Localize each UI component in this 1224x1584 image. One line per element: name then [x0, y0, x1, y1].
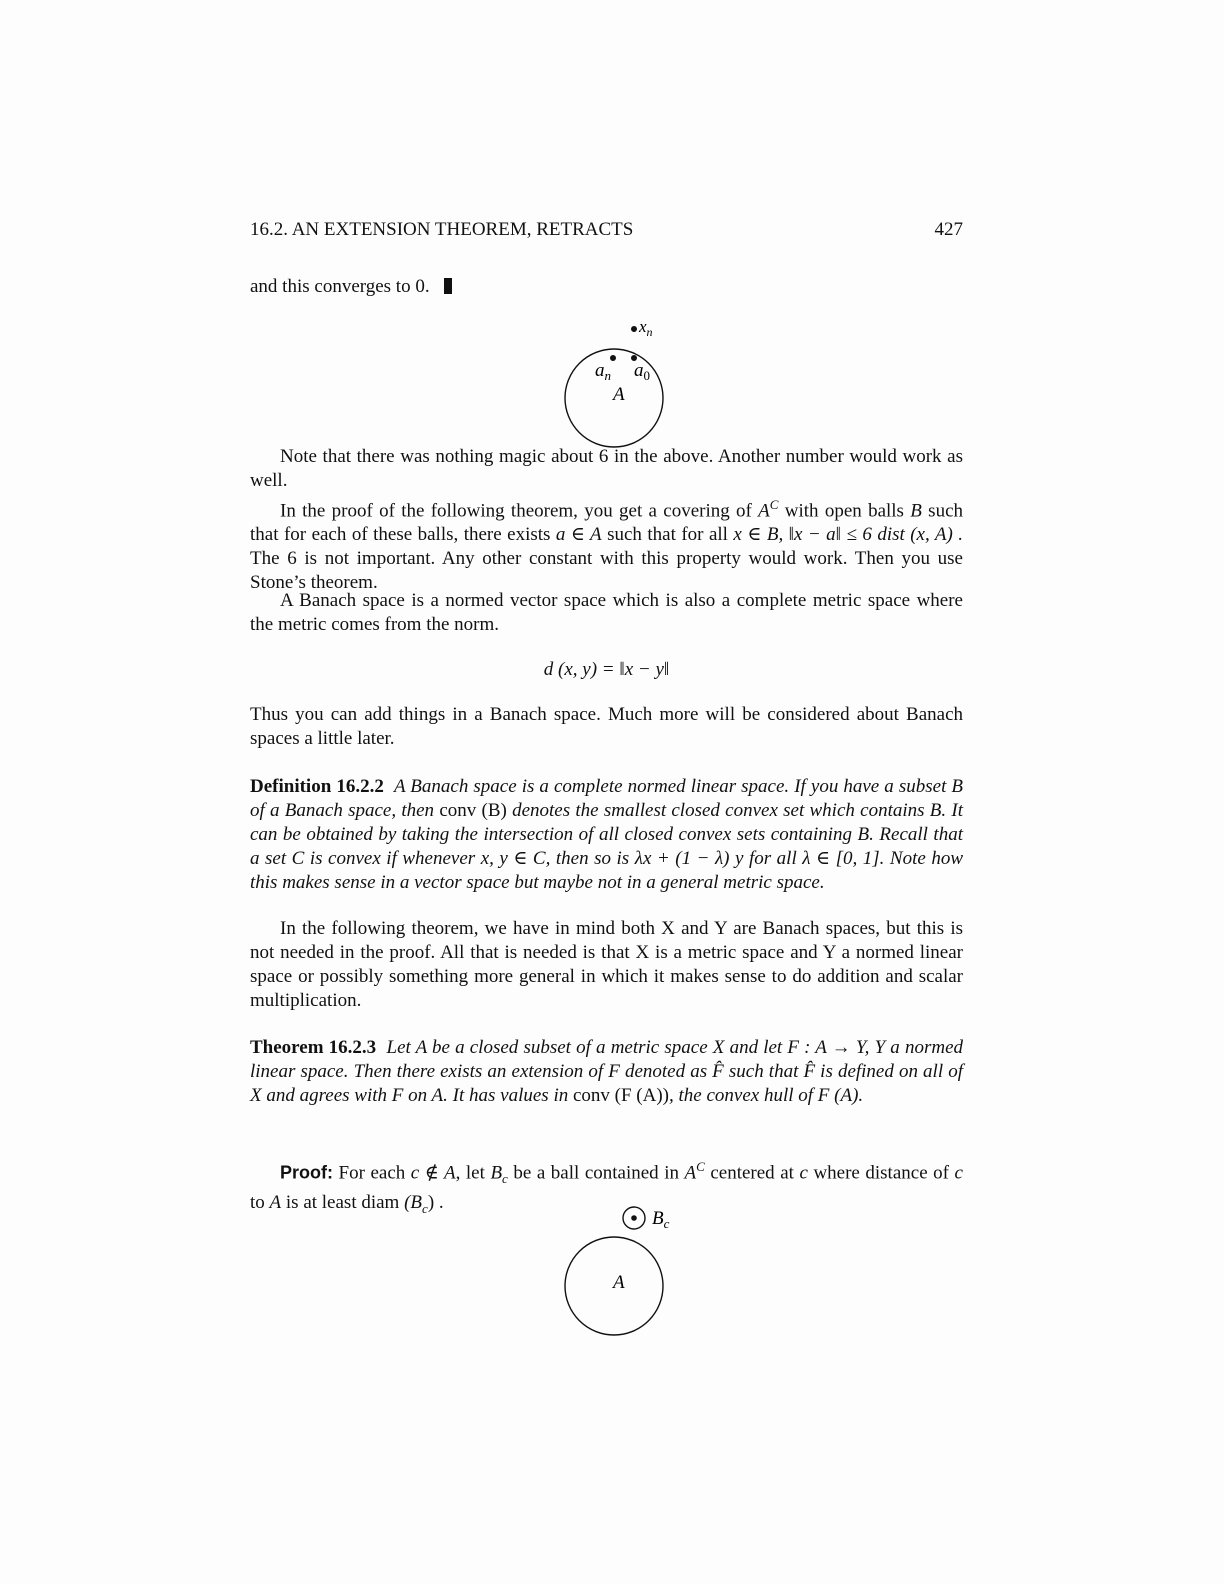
math-b: B [910, 500, 922, 522]
figure-ball-bc [540, 1200, 700, 1345]
paragraph-following-theorem: In the following theorem, we have in mind both X and Y are Banach spaces, but this is not needed in the proof. All that is needed is that X is a metric space and Y a normed linear space or possibly something more general in which it makes sense to do addition and scalar multiplication. [250, 918, 963, 1011]
text: For each [333, 1162, 411, 1184]
intro-text: and this converges to 0. [250, 276, 430, 297]
text: such that for each of these balls, there exists [250, 500, 964, 546]
theorem-16-2-3 [250, 1036, 963, 1108]
text: be a ball contained in [507, 1162, 685, 1184]
label-bc: $B_c$ [652, 1208, 670, 1231]
math-a: A [269, 1192, 282, 1214]
paragraph-add-things: Thus you can add things in a Banach space. Much more will be considered about Banach spaces a little later. [250, 704, 963, 749]
text: with open balls [778, 500, 911, 522]
label-set-a: A [613, 1272, 625, 1293]
paragraph-note-six: Note that there was nothing magic about 6 in the above. Another number would work as well. [250, 446, 963, 491]
math-sub-c: c [422, 1200, 428, 1216]
label-an: $a_n$ [595, 360, 611, 383]
math-a-in-a: a ∈ A [555, 524, 602, 546]
math-diam: (B [404, 1192, 423, 1214]
math-inequality: x ∈ B, ‖x − a‖ ≤ 6 dist (x, A) . [733, 524, 963, 546]
figure-set-a-points [540, 310, 690, 455]
text: ) . [427, 1192, 444, 1214]
definition-16-2-2 [250, 775, 963, 895]
ball-bc-center [631, 1215, 637, 1221]
text: to [250, 1192, 270, 1214]
text: The 6 is not important. Any other constant with this property would work. Then you use Stone’s theorem. [250, 548, 963, 594]
math-a: A [684, 1162, 697, 1184]
proof-label: Proof: [280, 1162, 333, 1183]
label-xn: $x_n$ [639, 317, 653, 339]
theorem-text: Let A be a closed subset of a metric space X and let F : A → Y, Y a normed linear space. Then there exists an extension of F denoted as F̂ such that F̂ is defined on all of X and agrees with F on A. It has values in [250, 1037, 963, 1106]
math-complement: C [769, 497, 779, 512]
definition-text: denotes the smallest closed convex set which contains B. It can be obtained by taking the intersection of all closed convex sets containing B. Recall that a set C is convex if whenever x, y ∈ C, then so is λx + (1 − λ) y for all λ ∈ [0, 1]. Note how this makes sense in a vector space but maybe not in a general metric space. [250, 800, 963, 893]
math-c: c [799, 1162, 808, 1184]
paragraph-banach-space: A Banach space is a normed vector space which is also a complete metric space where the metric comes from the norm. [250, 590, 963, 635]
theorem-text: , the convex hull of F (A). [669, 1085, 864, 1106]
theorem-label: Theorem 16.2.3 [250, 1037, 377, 1058]
definition-label: Definition 16.2.2 [250, 776, 384, 797]
label-a0: $a_0$ [634, 360, 650, 383]
text: where distance of [807, 1162, 955, 1184]
page-number: 427 [934, 219, 963, 240]
conv-b: conv (B) [439, 800, 507, 821]
qed-symbol [444, 278, 452, 294]
text: In the proof of the following theorem, you get a covering of [280, 500, 759, 522]
math-b: B [490, 1162, 503, 1184]
math-sub-c: c [502, 1171, 508, 1187]
text: centered at [704, 1162, 800, 1184]
point-xn [631, 326, 637, 332]
text: such that for all [601, 524, 734, 546]
text: is at least diam [281, 1192, 405, 1214]
paragraph-covering [250, 493, 963, 595]
math-complement: C [696, 1159, 705, 1174]
math-c-not-in-a: c ∉ A [410, 1162, 456, 1184]
equation-metric: d (x, y) = ‖x − y‖ [543, 659, 670, 680]
point-an [610, 355, 616, 361]
definition-text: A Banach space is a complete normed linear space. If you have a subset B of a Banach space, then [250, 776, 964, 821]
conv-f-a: conv (F (A)) [572, 1085, 670, 1106]
label-set-a: A [613, 384, 625, 405]
math-c: c [954, 1162, 963, 1184]
text: , let [455, 1162, 491, 1184]
section-title: 16.2. AN EXTENSION THEOREM, RETRACTS [250, 219, 634, 240]
intro-line [250, 276, 452, 298]
math-a: A [758, 500, 770, 522]
